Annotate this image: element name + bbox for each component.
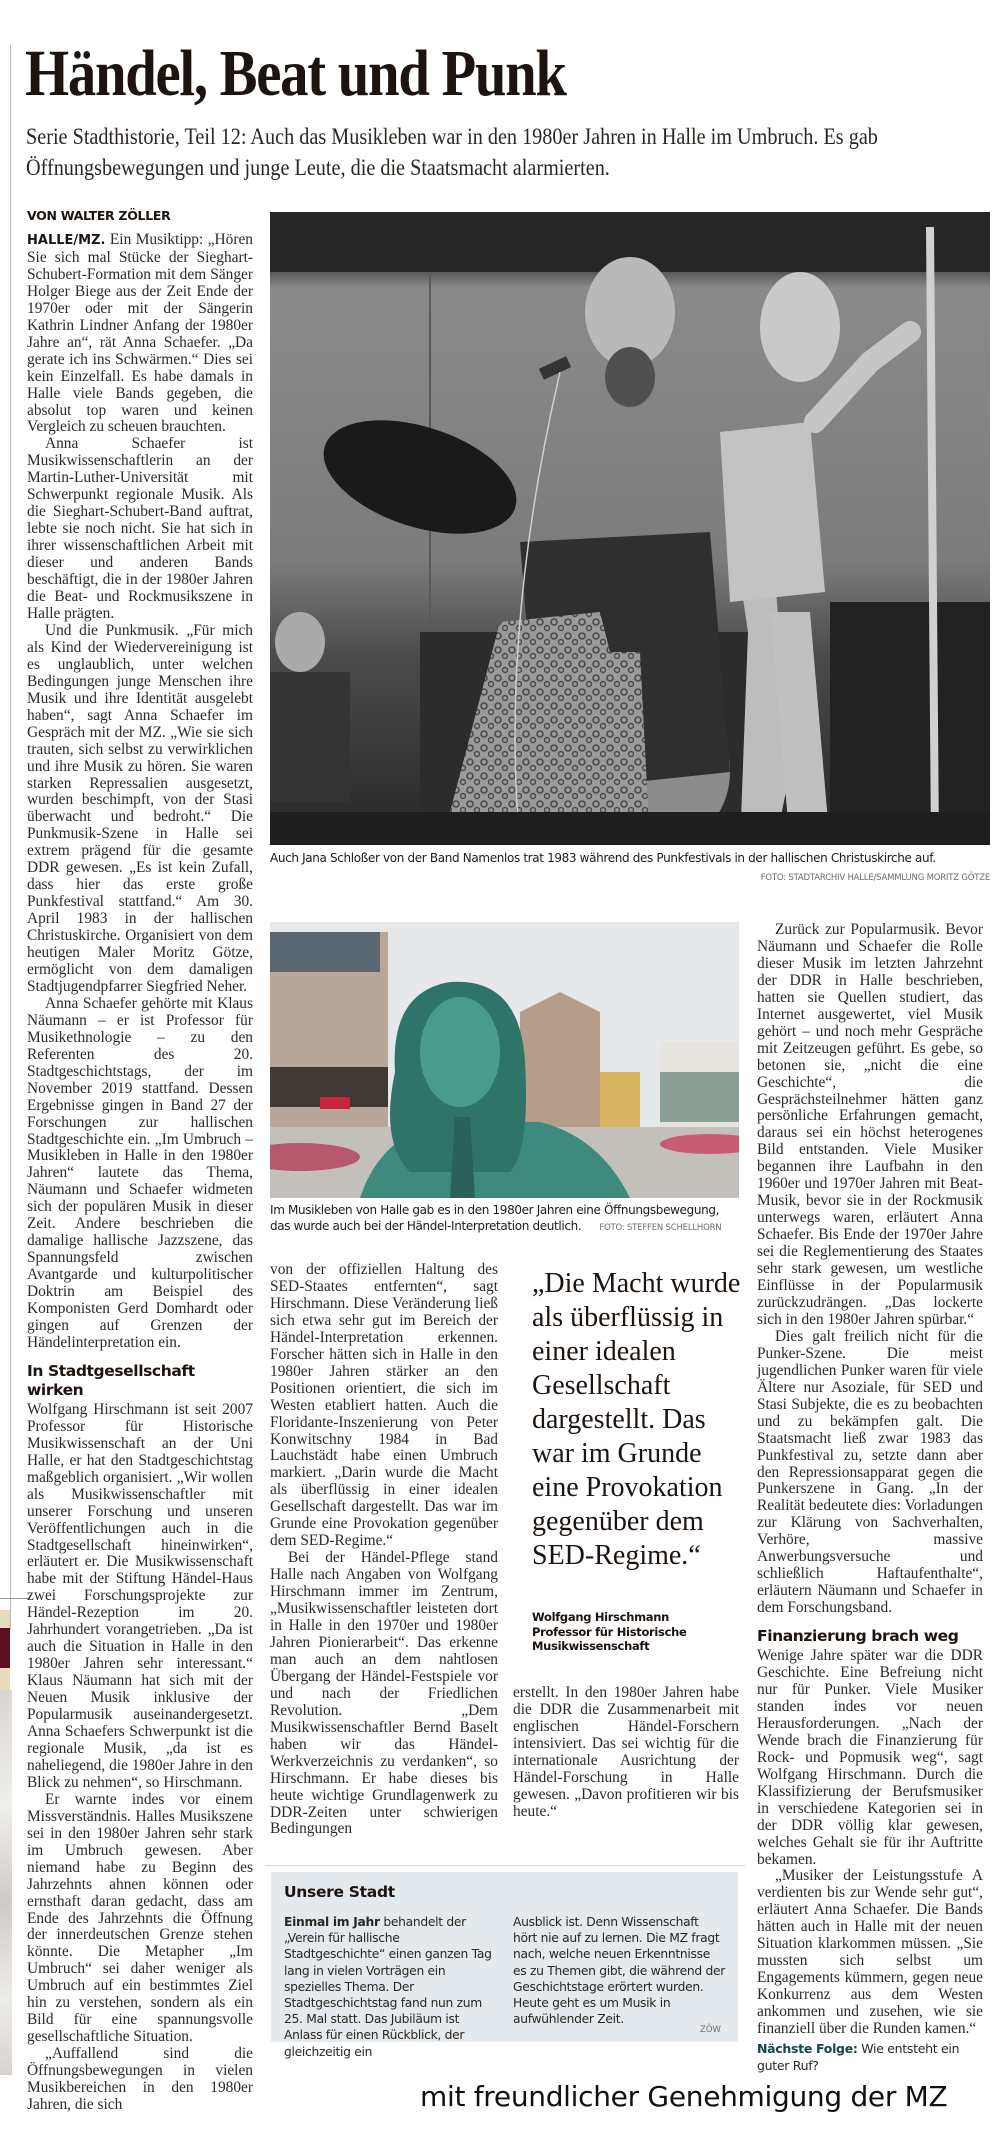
info-box-signature: ZÖW — [700, 2025, 721, 2035]
punk-concert-photo — [270, 212, 990, 845]
headline: Händel, Beat und Punk — [25, 37, 566, 110]
pull-quote-attribution — [532, 1610, 742, 1654]
paragraph: von der offiziellen Haltung des SED-Staates entfernten“, sagt Hirschmann. Diese Veränderung ließ sich etwa sehr gut im Bereich der Händel-Interpretation erkennen. Forscher hätten sich in Halle in den 1980er Jahren stärker an den Positionen orientiert, die sich im Westen etabliert hatten. Auch die Floridante-Inszenierung von Peter Konwitschny 1984 in Bad Lauchstädt habe einen Umbruch markiert. „Darin wurde die Macht als überflüssig in einer idealen Gesellschaft dargestellt. Das war im Grunde eine Provokation gegenüber dem SED-Regime.“ — [270, 1261, 498, 1550]
article-column-3 — [513, 1685, 739, 1821]
haendel-photo-caption: Im Musikleben von Halle gab es in den 1980er Jahren eine Öffnungsbewegung, das wurde auch bei der Händel-Interpretation deutlich. FOTO: STEFFEN SCHELLHORN — [270, 1203, 722, 1233]
left-column-rule — [10, 45, 11, 1630]
paragraph: Anna Schaefer ist Musikwissenschaftlerin an der Martin-Luther-Universität mit Schwerpunkt regionale Musik. Als die Sieghart-Schubert-Band auftrat, lebte sie noch nicht. Sie hat sich in ihrer wissenschaftlichen Arbeit mit dieser und anderen Bands beschäftigt, die in der 1980er Jahren die Beat- und Rockmusikszene in Halle prägten. — [27, 435, 253, 622]
next-episode-teaser: Nächste Folge: Wie entsteht ein guter Ruf? — [757, 2041, 960, 2073]
info-box-column-1: Einmal im Jahr behandelt der „Verein für hallische Stadtgeschichte“ einen ganzen Tag lang in vielen Vorträgen ein spezielles Thema. Der Stadtgeschichtstag fand nun zum 25. Mal statt. Das Jubiläum ist Anlass für einen Rückblick, der gleichzeitig ein — [284, 1915, 492, 2059]
paragraph: Dies galt freilich nicht für die Punker-Szene. Die meist jugendlichen Punker waren für viele Ältere nur Asoziale, für SED und Stasi Subjekte, die es zu beobachten und zu bekämpfen galt. Die Staatsmacht ließ zwar 1983 das Punkfestival zu, setzte dann aber den Repressionsapparat gegen die Punkerszene in Gang. „In der Realität bedeutete dies: Vorladungen zur Klärung von Sachverhalten, Verhöre, massive Anwerbungsversuche und schließlich Haftaufenthalte“, erläutern Näumann und Schaefer in dem Forschungsband. — [757, 1327, 983, 1617]
pull-quote-role: Professor für Historische Musikwissenschaft — [532, 1624, 687, 1653]
pull-quote: „Die Macht wurde als überflüssig in einer idealen Gesellschaft dargestellt. Das war im Grunde eine Provokation gegenüber dem SED-Regime.“ — [532, 1268, 741, 1571]
photo-illustration — [270, 922, 739, 1198]
haendel-photo-credit: FOTO: STEFFEN SCHELLHORN — [599, 1222, 722, 1233]
paragraph: „Auffallend sind die Öffnungsbewegungen in vielen Musikbereichen in den 1980er Jahren, die sich — [27, 2045, 253, 2113]
paragraph: HALLE/MZ. Ein Musiktipp: „Hören Sie sich mal Stücke der Sieghart-Schubert-Formation mit dem Sänger Holger Biege aus der Zeit Ende der 1970er oder mit der Sängerin Kathrin Lindner Anfang der 1980er Jahre an“, rät Anna Schaefer. „Da gerate ich ins Schwärmen.“ Dies sei kein Einzelfall. Es habe damals in Halle viele Bands gegeben, die absolut top waren und keinen Vergleich zu scheuen brauchten. — [27, 231, 253, 436]
article-column-4 — [757, 922, 983, 2038]
paragraph: Bei der Händel-Pflege stand Halle nach Angaben von Wolfgang Hirschmann immer im Zentrum, „Musikwissenschaftler leisteten dort in Halle in den 1970er und 1980er Jahren Pionierarbeit“. Das erkenne man auch an dem nahtlosen Übergang der Händel-Festspiele vor und nach der Friedlichen Revolution. „Dem Musikwissenschaftler Bernd Baselt haben wir das Händel-Werkverzeichnis zu verdanken“, so Hirschmann. Er habe dieses bis heute wichtige Grundlagenwerk zu DDR-Zeiten unter schwierigen Bedingungen — [270, 1549, 498, 1838]
dateline: HALLE/MZ. — [27, 233, 106, 248]
paragraph: erstellt. In den 1980er Jahren habe die DDR die Zusammenarbeit mit englischen Händel-Forschern intensiviert. Das sei wichtig für die internationale Ausrichtung der Händel-Forschung in Halle gewesen. „Davon profitieren wir bis heute.“ — [513, 1684, 739, 1820]
article-deck: Serie Stadthistorie, Teil 12: Auch das Musikleben war in den 1980er Jahren in Halle im Umbruch. Es gab Öffnungsbewegungen und junge Leute, die die Staatsmacht alarmierten. — [26, 124, 878, 181]
paragraph: Anna Schaefer gehörte mit Klaus Näumann – er ist Professor für Musikethnologie – zu den Referenten des 20. Stadtgeschichtstags, der im November 2019 stattfand. Dessen Ergebnisse gingen in Band 27 der Forschungen zur hallischen Stadtgeschichte ein. „Im Umbruch – Musikleben in Halle in den 1980er Jahren“ lautete das Thema, Näumann und Schaefer widmeten sich der populären Musik in dieser Zeit. Andere beschrieben die damalige hallische Jazzszene, das Spannungsfeld zwischen Avantgarde und kulturpolitischer Doktrin am Beispiel des Komponisten Gerd Domhardt oder gingen auf Grenzen der Händelinterpretation ein. — [27, 994, 253, 1351]
subheading: Finanzierung brach weg — [757, 1627, 959, 1646]
paragraph: Wolfgang Hirschmann ist seit 2007 Professor für Historische Musikwissenschaft an der Uni Halle, er hat den Stadtgeschichtstag maßgeblich organisiert. „Wir wollen als Musikwissenschaftler mit unserer Forschung und unseren Veröffentlichungen auch in die Stadtgesellschaft hineinwirken“, erläutert er. Die Musikwissenschaft habe mit der Stiftung Händel-Haus zwei Forschungsprojekte zur Händel-Rezeption im 20. Jahrhundert vorangetrieben. „Da ist auch die Situation in Halle in den 1980er Jahren sehr interessant.“ Klaus Näumann hat sich mit der Neuen Musik inklusive der Popularmusik auseinandergesetzt. Anna Schaefers Schwerpunkt ist die regionale Musik, „da ist es naheliegend, die 1980er Jahre in den Blick zu nehmen“, so Hirschmann. — [27, 1400, 253, 1791]
haendel-statue-photo — [270, 922, 739, 1198]
paragraph: Zurück zur Popularmusik. Bevor Näumann und Schaefer die Rolle dieser Musik im letzten Jahrzehnt der DDR in Halle beschrieben, hatten sie Quellen studiert, das Internet ausgewertet, viel Musik gehört – und noch mehr Gespräche mit Zeitzeugen geführt. Es gebe, so betonen sie, „nicht die eine Geschichte“, die Gesprächsteilnehmer hätten ganz persönliche Erfahrungen gemacht, daraus sei ein höchst heterogenes Bild entstanden. Viele Musiker begannen ihre Laufbahn in den 1960er und 1970er Jahren mit Beat-Musik, bevor sie in der Rockmusik unterwegs waren, erläutert Anna Schaefer. Bis Ende der 1970er Jahre sei die Reglementierung des Staates sehr stark gewesen, um westliche Einflüsse in der Popularmusik zurückzudrängen. „Das lockerte sich in den 1980er Jahren spürbar.“ — [757, 921, 983, 1328]
info-box-lead: Einmal im Jahr — [284, 1915, 380, 1929]
punk-photo-caption: Auch Jana Schloßer von der Band Namenlos trat 1983 während des Punkfestivals in der hallischen Christuskirche auf. — [270, 851, 936, 865]
paragraph: „Musiker der Leistungsstufe A verdienten bis zur Wende sehr gut“, erläutert Anna Schaefer. Die Bands hätten auch in Halle mit der neuen Situation klarkommen müssen. „Sie mussten sich selbst um Engagements kümmern, gegen neue Konkurrenz aus dem Westen ankommen und zusehen, wie sie finanziell über die Runden kamen.“ — [757, 1867, 983, 2038]
subheading: In Stadtgesellschaft wirken — [27, 1361, 195, 1399]
adjacent-page-image-edge — [0, 1690, 12, 2075]
permission-notice: mit freundlicher Genehmigung der MZ — [420, 2080, 948, 2113]
info-box-column-2: Ausblick ist. Denn Wissenschaft hört nie auf zu lernen. Die MZ fragt nach, welche neuen Erkenntnisse es zu Themen gibt, die während der Geschichtstage erörtert wurden. Heute geht es um Musik in aufwühlender Zeit. — [513, 1915, 725, 2027]
adjacent-page-accent — [0, 1628, 10, 1668]
paragraph: Und die Punkmusik. „Für mich als Kind der Wiedervereinigung ist es unglaublich, unter welchen Bedingungen junge Menschen ihre Musik und ihre Identität ausgelebt haben“, sagt Anna Schaefer im Gespräch mit der MZ. „Wie sie sich trauten, sich selbst zu verwirklichen und ihre Musik zu hören. Sie waren starken Repressalien ausgesetzt, wurden beschimpft, von der Stasi überwacht und bedroht.“ Die Punkmusik-Szene in Halle sei extrem prägend für die gesamte DDR gewesen. „Es ist kein Zufall, dass hier das erste große Punkfestival stattfand.“ Am 30. April 1983 in der hallischen Christuskirche. Organisiert von dem heutigen Maler Moritz Götze, ermöglicht von dem damaligen Stadtjugendpfarrer Siegfried Neher. — [27, 621, 253, 995]
photo-illustration — [270, 212, 990, 845]
margin-divider — [0, 1598, 30, 1599]
article-column-1 — [27, 232, 253, 2114]
punk-photo-credit: FOTO: STADTARCHIV HALLE/SAMMLUNG MORITZ GÖTZE — [760, 873, 990, 883]
byline: VON WALTER ZÖLLER — [27, 208, 171, 223]
pull-quote-author: Wolfgang Hirschmann — [532, 1610, 670, 1624]
paragraph: Wenige Jahre später war die DDR Geschichte. Eine Befreiung nicht nur für Punker. Viele Musiker standen indes vor neuen Herausforderungen. „Nach der Wende brach die Finanzierung für Rock- und Popmusik weg“, sagt Wolfgang Hirschmann. Durch die Klassifizierung der Berufsmusiker in verschiedene Kategorien sei in der DDR völlig klar gewesen, welches Gehalt sie für ihr Auftritte bekamen. — [757, 1647, 983, 1868]
paragraph: Er warnte indes vor einem Missverständnis. Halles Musikszene sei in den 1980er Jahren sehr stark im Umbruch gewesen. Aber niemand habe zu Beginn des Jahrzehnts ahnen können oder ernsthaft daran gedacht, dass am Ende des Jahrzehnts die Öffnung der innerdeutschen Grenze stehen könnte. Die Metapher „Im Umbruch“ sei daher weniger als Umbruch auf ein bestimmtes Ziel hin zu verstehen, sondern als ein Bild für eine spannungsvolle gesellschaftliche Situation. — [27, 1790, 253, 2046]
next-episode-label: Nächste Folge: — [757, 2041, 858, 2056]
article-column-2 — [270, 1262, 498, 1838]
info-box-title: Unsere Stadt — [284, 1883, 395, 1901]
section-divider — [265, 1865, 745, 1866]
